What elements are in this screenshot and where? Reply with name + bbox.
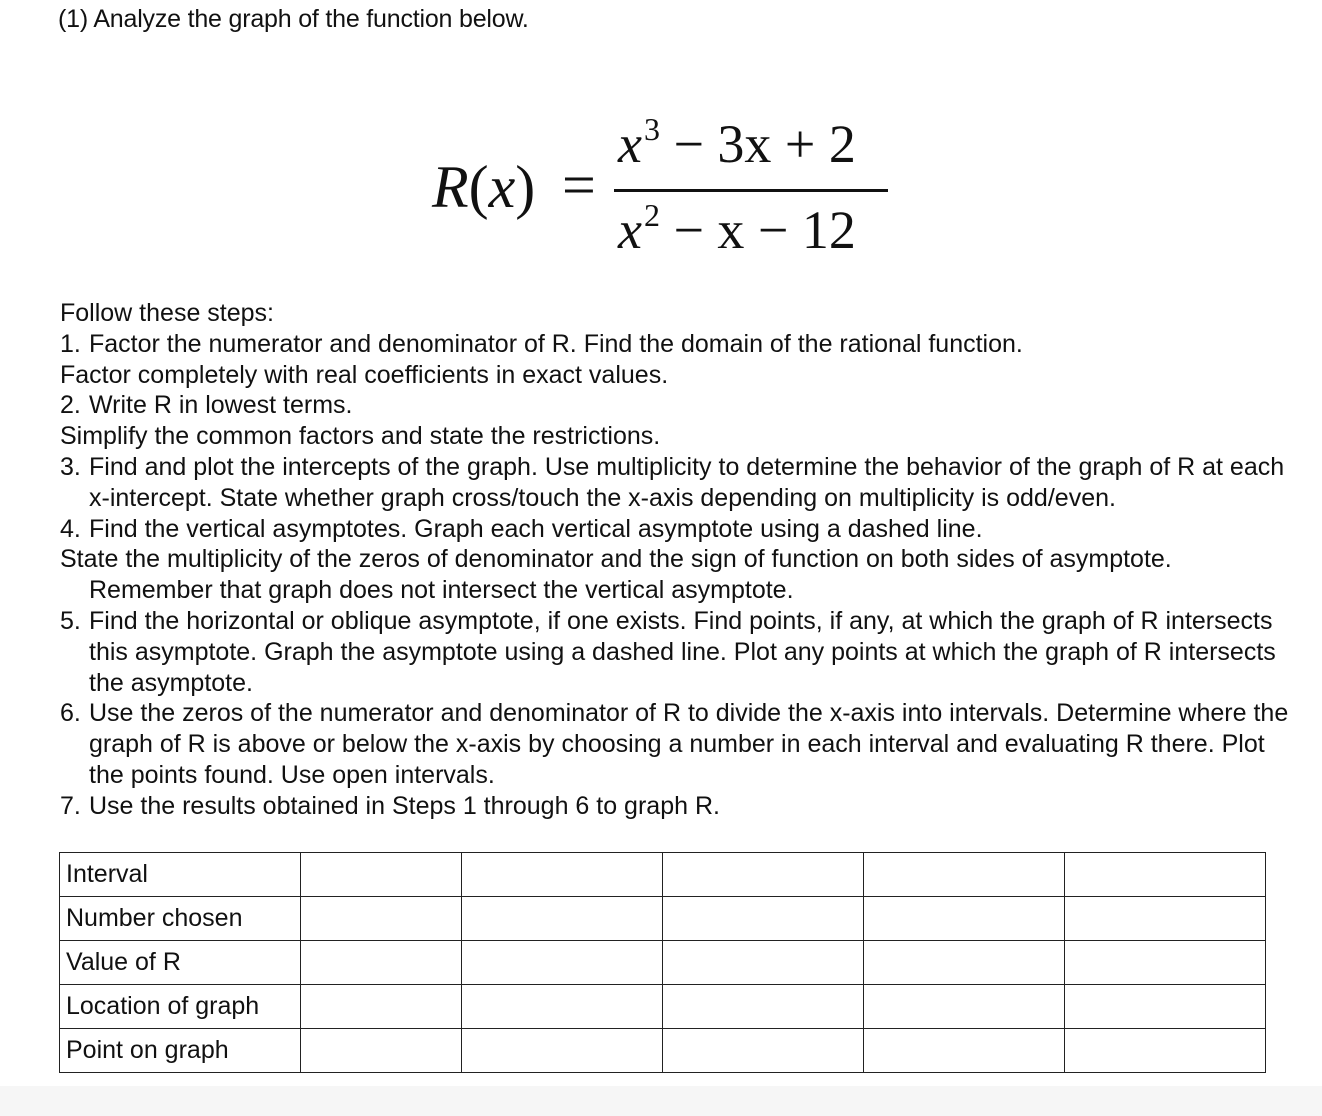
step-subtext: State the multiplicity of the zeros of denominator and the sign of function on both sides of asymptote. Remember that graph does not intersect the vertical asymptote. — [60, 545, 1172, 605]
table-cell[interactable] — [663, 1029, 864, 1073]
table-cell[interactable] — [1065, 985, 1266, 1029]
step-number: 2. — [60, 391, 81, 420]
step-item — [60, 329, 1300, 391]
denominator — [618, 197, 856, 261]
step-text: Find the vertical asymptotes. Graph each vertical asymptote using a dashed line. — [89, 514, 983, 543]
row-label-value-of-r: Value of R — [60, 941, 301, 985]
bottom-strip — [0, 1086, 1322, 1116]
interval-table — [59, 852, 1266, 1073]
close-paren: ) — [515, 154, 536, 220]
table-cell[interactable] — [864, 853, 1065, 897]
table-cell[interactable] — [1065, 941, 1266, 985]
step-item — [60, 791, 1300, 822]
row-label-interval: Interval — [60, 853, 301, 897]
step-number: 1. — [60, 329, 81, 358]
step-number: 3. — [60, 452, 81, 481]
step-number: 5. — [60, 606, 81, 635]
step-text: Factor the numerator and denominator of R. Find the domain of the rational function. — [89, 329, 1023, 358]
step-subtext: Factor completely with real coefficients in exact values. — [60, 360, 669, 389]
open-paren: ( — [468, 154, 489, 220]
table-row — [60, 985, 1266, 1029]
denominator-exponent: 2 — [643, 197, 660, 233]
equals-sign: = — [562, 152, 596, 218]
step-number: 6. — [60, 699, 81, 728]
denominator-variable: x — [618, 200, 642, 260]
step-item — [60, 390, 1300, 452]
table-cell[interactable] — [663, 941, 864, 985]
numerator-variable: x — [618, 114, 642, 174]
table-row — [60, 941, 1266, 985]
numerator-exponent: 3 — [643, 111, 660, 147]
step-item — [60, 452, 1300, 514]
step-text: Find and plot the intercepts of the graph. Use multiplicity to determine the behavior of the graph of R at each x-intercept. State whether graph cross/touch the x-axis depending on multiplicity is odd/even. — [89, 452, 1285, 512]
table-cell[interactable] — [462, 853, 663, 897]
denominator-rest: − x − 12 — [659, 200, 856, 260]
table-cell[interactable] — [301, 985, 462, 1029]
step-number: 4. — [60, 514, 81, 543]
table-cell[interactable] — [1065, 853, 1266, 897]
step-text: Use the zeros of the numerator and denominator of R to divide the x-axis into intervals. Determine where the graph of R is above or below the x-axis by choosing a number in each interval and evaluating R there. Plot the points found. Use open intervals. — [89, 699, 1289, 789]
numerator — [618, 111, 856, 175]
numerator-rest: − 3x + 2 — [659, 114, 856, 174]
table-row — [60, 853, 1266, 897]
table-cell[interactable] — [663, 897, 864, 941]
table-cell[interactable] — [1065, 897, 1266, 941]
step-text: Use the results obtained in Steps 1 through 6 to graph R. — [89, 791, 720, 820]
table-row — [60, 897, 1266, 941]
row-label-number-chosen: Number chosen — [60, 897, 301, 941]
steps-list — [60, 298, 1300, 822]
step-item — [60, 514, 1300, 606]
table-cell[interactable] — [864, 1029, 1065, 1073]
fraction-bar — [614, 189, 888, 192]
table-cell[interactable] — [301, 897, 462, 941]
row-label-location-of-graph: Location of graph — [60, 985, 301, 1029]
table-cell[interactable] — [301, 853, 462, 897]
table-cell[interactable] — [864, 941, 1065, 985]
function-variable: x — [488, 154, 516, 220]
table-cell[interactable] — [462, 941, 663, 985]
steps-intro: Follow these steps: — [60, 299, 274, 327]
step-item — [60, 698, 1300, 790]
table-cell[interactable] — [864, 985, 1065, 1029]
table-cell[interactable] — [462, 897, 663, 941]
formula-lhs — [432, 153, 535, 222]
table-row — [60, 1029, 1266, 1073]
step-text: Write R in lowest terms. — [89, 391, 353, 420]
page-title: (1) Analyze the graph of the function below. — [58, 5, 529, 33]
table-cell[interactable] — [462, 985, 663, 1029]
step-item — [60, 606, 1300, 698]
table-cell[interactable] — [663, 853, 864, 897]
table-cell[interactable] — [301, 1029, 462, 1073]
table-cell[interactable] — [462, 1029, 663, 1073]
row-label-point-on-graph: Point on graph — [60, 1029, 301, 1073]
rational-function-formula — [430, 105, 900, 275]
table-cell[interactable] — [301, 941, 462, 985]
step-number: 7. — [60, 791, 81, 820]
table-cell[interactable] — [864, 897, 1065, 941]
table-cell[interactable] — [663, 985, 864, 1029]
function-name: R — [432, 154, 469, 220]
step-text: Find the horizontal or oblique asymptote, if one exists. Find points, if any, at which the graph of R intersects this asymptote. Graph the asymptote using a dashed line. Plot any points at which the graph of R intersects the asymptote. — [89, 606, 1276, 697]
table-cell[interactable] — [1065, 1029, 1266, 1073]
step-subtext: Simplify the common factors and state the restrictions. — [60, 422, 661, 451]
